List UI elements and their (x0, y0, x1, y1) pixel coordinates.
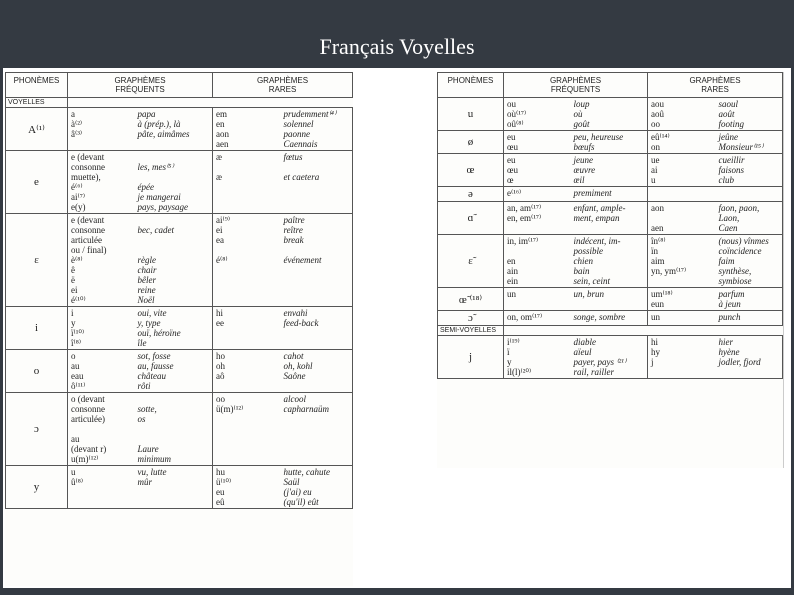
frequent-grapheme-cell: in, im⁽¹⁷⁾ en ain ein (504, 235, 571, 288)
header-phonemes: PHONÈMES (438, 73, 504, 98)
rare-example-cell: parfum à jeun (716, 288, 783, 311)
phoneme-row (438, 131, 783, 154)
frequent-example-cell: sot, fosse au, fausse château rôti (135, 350, 213, 393)
rare-example-cell: (nous) vînmes coïncidence faim synthèse, symbiose (716, 235, 783, 288)
right-scan (437, 72, 784, 468)
frequent-grapheme-cell: un (504, 288, 571, 311)
frequent-example-cell: loup où goût (571, 98, 648, 131)
phoneme-row (438, 154, 783, 187)
frequent-grapheme-cell: e⁽¹⁶⁾ (504, 187, 571, 202)
header-rare: GRAPHÈMES RARES (213, 73, 353, 98)
frequent-example-cell: enfant, ample- ment, empan (571, 202, 648, 235)
header-phonemes: PHONÈMES (6, 73, 68, 98)
phoneme-row (438, 98, 783, 131)
phoneme-cell: i (6, 307, 68, 350)
phoneme-cell: ɔ̃ (438, 311, 504, 326)
frequent-example-cell: premiment (571, 187, 648, 202)
left-header-row (6, 73, 353, 98)
frequent-grapheme-cell: eu œu (504, 131, 571, 154)
rare-grapheme-cell: ai⁽⁹⁾ ei ea é⁽⁸⁾ (213, 214, 281, 307)
bottom-edge (0, 588, 794, 595)
frequent-grapheme-cell: an, am⁽¹⁷⁾ en, em⁽¹⁷⁾ (504, 202, 571, 235)
frequent-example-cell: peu, heureuse bœufs (571, 131, 648, 154)
frequent-grapheme-cell: i y ï⁽¹⁰⁾ î⁽⁸⁾ (68, 307, 135, 350)
section-label: VOYELLES (6, 98, 68, 108)
rare-example-cell: envahi feed-back (281, 307, 353, 350)
frequent-grapheme-cell: o (devant consonne articulée) au (devant r) u(m)⁽¹²⁾ (68, 393, 135, 466)
rare-grapheme-cell: em en aon aen (213, 108, 281, 151)
phoneme-row (6, 307, 353, 350)
phoneme-cell: ɛ (6, 214, 68, 307)
phoneme-row (438, 311, 783, 326)
frequent-grapheme-cell: o au eau ô⁽¹¹⁾ (68, 350, 135, 393)
frequent-example-cell: jeune œuvre œil (571, 154, 648, 187)
phoneme-cell: A⁽¹⁾ (6, 108, 68, 151)
rare-example-cell: fœtus et caetera (281, 151, 353, 214)
header-frequent: GRAPHÈMES FRÉQUENTS (68, 73, 213, 98)
rare-example-cell: saoul août footing (716, 98, 783, 131)
phoneme-cell: ø (438, 131, 504, 154)
frequent-grapheme-cell: a à⁽²⁾ â⁽³⁾ (68, 108, 135, 151)
rare-example-cell: hier hyène jodler, fjord (716, 336, 783, 379)
frequent-grapheme-cell: u û⁽⁸⁾ (68, 466, 135, 509)
phoneme-row (438, 288, 783, 311)
left-scan (5, 72, 353, 586)
phoneme-cell: ɔ (6, 393, 68, 466)
rare-example-cell: hutte, cahute Saül (j'ai) eu (qu'il) eût (281, 466, 353, 509)
rare-example-cell: cahot oh, kohl Saône (281, 350, 353, 393)
frequent-grapheme-cell: i⁽¹⁹⁾ ï y il(l)⁽²⁰⁾ (504, 336, 571, 379)
header-frequent: GRAPHÈMES FRÉQUENTS (504, 73, 648, 98)
phoneme-row (438, 187, 783, 202)
header-rare: GRAPHÈMES RARES (648, 73, 783, 98)
rare-grapheme-cell: æ æ (213, 151, 281, 214)
rare-example-cell: faon, paon, Laon, Caen (716, 202, 783, 235)
rare-grapheme-cell: aon aen (648, 202, 716, 235)
rare-grapheme-cell: hu ü⁽¹⁰⁾ eu eû (213, 466, 281, 509)
rare-grapheme-cell: um⁽¹⁸⁾ eun (648, 288, 716, 311)
frequent-example-cell: vu, lutte mûr (135, 466, 213, 509)
rare-example-cell: punch (716, 311, 783, 326)
phoneme-row (438, 202, 783, 235)
slide-title: Français Voyelles (319, 34, 475, 59)
rare-example-cell: cueillir faisons club (716, 154, 783, 187)
frequent-grapheme-cell: e (devant consonne articulée ou / final) è⁽⁸⁾ ê ë ei é⁽¹⁰⁾ (68, 214, 135, 307)
rare-example-cell: paître reître break événement (281, 214, 353, 307)
rare-grapheme-cell: oo ü(m)⁽¹²⁾ (213, 393, 281, 466)
frequent-example-cell: les, mes⁽⁵⁾ épée je mangerai pays, paysage (135, 151, 213, 214)
frequent-example-cell: sotte, os Laure minimum (135, 393, 213, 466)
left-edge (0, 68, 3, 595)
phoneme-row (6, 214, 353, 307)
frequent-example-cell: papa à (prép.), là pâte, aimâmes (135, 108, 213, 151)
rare-grapheme-cell: aou aoû oo (648, 98, 716, 131)
phoneme-row (6, 350, 353, 393)
phoneme-cell: ə (438, 187, 504, 202)
frequent-example-cell: oui, vite y, type ouï, héroïne île (135, 307, 213, 350)
right-header-row (438, 73, 783, 98)
frequent-example-cell: un, brun (571, 288, 648, 311)
phoneme-row (6, 393, 353, 466)
left-grapheme-table (5, 72, 353, 509)
rare-example-cell: jeûne Monsieur⁽¹⁵⁾ (716, 131, 783, 154)
frequent-example-cell: bec, cadet règle chair bêler reine Noël (135, 214, 213, 307)
frequent-grapheme-cell: on, om⁽¹⁷⁾ (504, 311, 571, 326)
phoneme-cell: o (6, 350, 68, 393)
rare-grapheme-cell (648, 187, 716, 202)
phoneme-cell: y (6, 466, 68, 509)
rare-grapheme-cell: în⁽⁸⁾ ïn aim yn, ym⁽¹⁷⁾ (648, 235, 716, 288)
frequent-grapheme-cell: e (devant consonne muette), é⁽⁶⁾ ai⁽⁷⁾ e(y) (68, 151, 135, 214)
rare-grapheme-cell: hi ee (213, 307, 281, 350)
rare-example-cell: prudemment⁽⁴⁾ solennel paonne Caennais (281, 108, 353, 151)
frequent-example-cell: indécent, im- possible chien bain sein, ceint (571, 235, 648, 288)
phoneme-cell: j (438, 336, 504, 379)
phoneme-cell: ɛ̃ (438, 235, 504, 288)
phoneme-cell: œ̃ ⁽¹⁸⁾ (438, 288, 504, 311)
phoneme-cell: u (438, 98, 504, 131)
right-grapheme-table (437, 72, 783, 379)
rare-grapheme-cell: un (648, 311, 716, 326)
frequent-grapheme-cell: ou où⁽¹⁷⁾ oû⁽⁸⁾ (504, 98, 571, 131)
phoneme-cell: ɑ̃ (438, 202, 504, 235)
phoneme-cell: œ (438, 154, 504, 187)
rare-example-cell (716, 187, 783, 202)
phoneme-row (6, 151, 353, 214)
frequent-example-cell: diable aïeul payer, pays ⁽²¹⁾ rail, railler (571, 336, 648, 379)
slide-header (0, 0, 794, 68)
phoneme-row (6, 108, 353, 151)
rare-grapheme-cell: ho oh aô (213, 350, 281, 393)
frequent-example-cell: songe, sombre (571, 311, 648, 326)
rare-grapheme-cell: ue ai u (648, 154, 716, 187)
phoneme-row (438, 336, 783, 379)
phoneme-cell: e (6, 151, 68, 214)
frequent-grapheme-cell: eu œu œ (504, 154, 571, 187)
rare-grapheme-cell: eû⁽¹⁴⁾ on (648, 131, 716, 154)
rare-grapheme-cell: hi hy j (648, 336, 716, 379)
section-label: SEMI-VOYELLES (438, 326, 504, 336)
phoneme-row (6, 466, 353, 509)
rare-example-cell: alcool capharnaüm (281, 393, 353, 466)
phoneme-row (438, 235, 783, 288)
